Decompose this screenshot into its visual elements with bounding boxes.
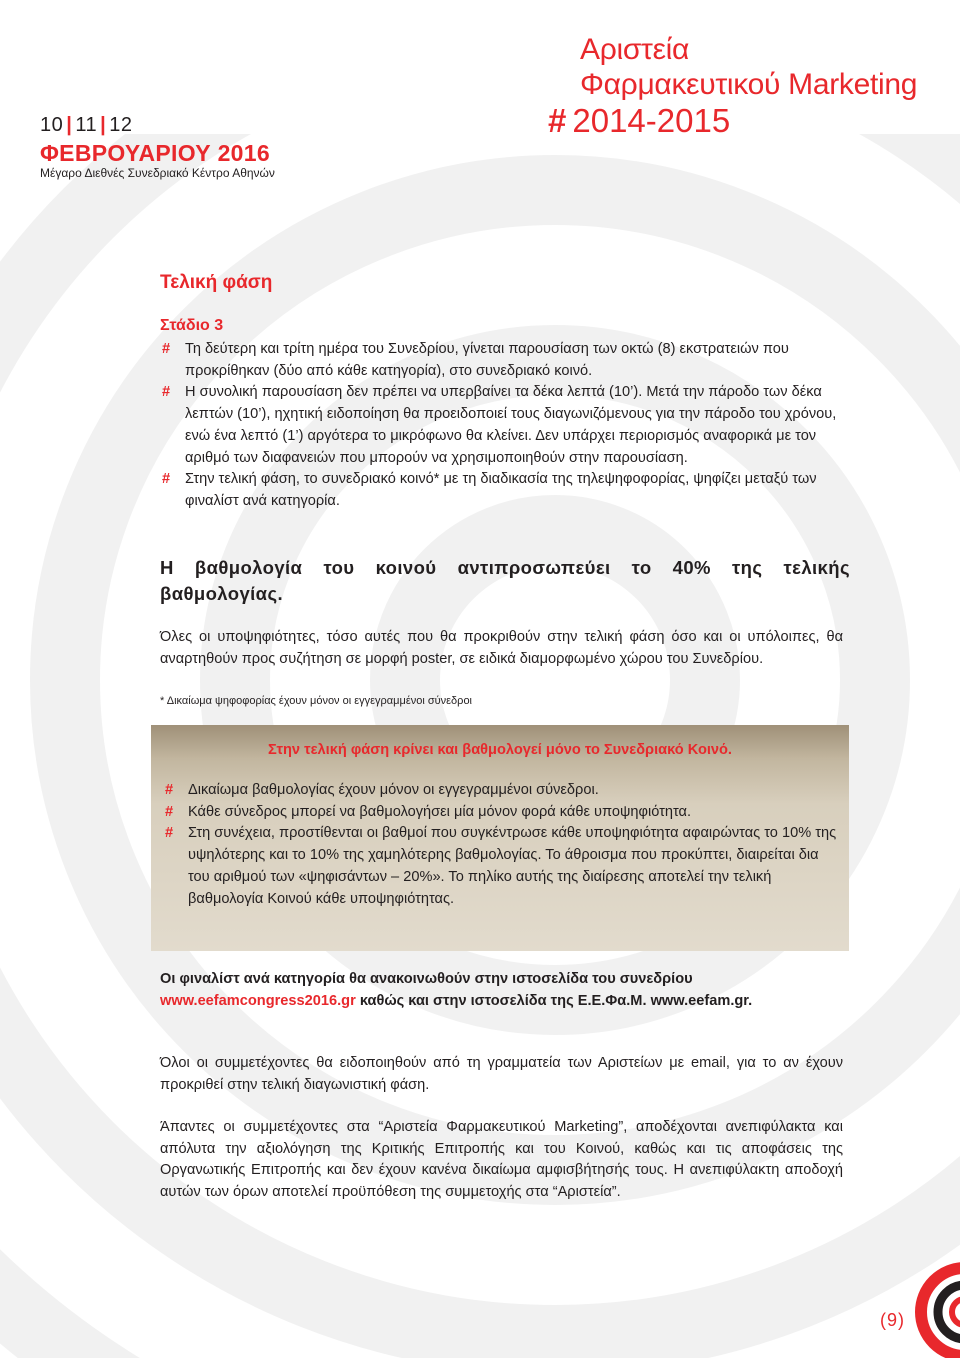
event-month: ΦΕΒΡΟΥΑΡΙΟΥ 2016: [40, 140, 270, 166]
date-day-3: 12: [109, 114, 133, 136]
bullet-hash: #: [165, 803, 174, 820]
event-dates: [40, 114, 132, 137]
announcement-text-1: Οι φιναλίστ ανά κατηγορία θα ανακοινωθούν στην ιστοσελίδα του συνεδρίου: [160, 971, 693, 987]
date-separator: |: [66, 114, 73, 136]
award-title-line-2: Φαρμακευτικού Marketing: [580, 68, 918, 101]
list-item: [160, 469, 840, 512]
stage-bullet-list: [160, 339, 840, 513]
acceptance-terms-paragraph: Άπαντες οι συμμετέχοντες στα “Αριστεία Φαρμακευτικού Marketing”, αποδέχονται ανεπιφύλακτα και απόλυτα την αξιολόγηση της Κριτικής Επιτροπής και του Κοινού, καθώς και τις αποφάσεις της Οργανωτικής Επιτροπής και δεν έχουν κανένα δικαίωμα αμφισβήτησής τους. Η ανεπιφύλακτη αποδοχή αυτών των όρων αποτελεί προϋπόθεση της συμμετοχής στα “Αριστεία”.: [160, 1119, 843, 1201]
list-item-text: Δικαίωμα βαθμολογίας έχουν μόνον οι εγγεγραμμένοι σύνεδροι.: [188, 782, 599, 798]
bullet-hash: #: [162, 384, 171, 401]
announcement-text-2: καθώς και στην ιστοσελίδα της Ε.Ε.Φα.Μ.: [355, 993, 651, 1009]
date-separator: |: [100, 114, 107, 136]
award-title-line-1: Αριστεία: [580, 33, 690, 66]
posters-paragraph: Όλες οι υποψηφιότητες, τόσο αυτές που θα προκριθούν στην τελική φάση όσο και οι υπόλοιπες, θα αναρτηθούν προς συζήτηση σε μορφή poster, σε ειδικά διαμορφωμένο χώρου του Συνεδρίου.: [160, 629, 843, 667]
stage-heading: Στάδιο 3: [160, 317, 224, 334]
date-day-1: 10: [40, 114, 64, 136]
spiral-logo-icon: [905, 1255, 960, 1358]
voting-footnote: * Δικαίωμα ψηφοφορίας έχουν μόνον οι εγγεγραμμένοι σύνεδροι: [160, 695, 473, 707]
finalists-announcement: [160, 968, 850, 1012]
audience-score-highlight: Η βαθμολογία του κοινού αντιπροσωπεύει το 40% της τελικής βαθμολογίας.: [160, 557, 850, 604]
list-item: [163, 823, 843, 910]
list-item-text: Στη συνέχεια, προστίθενται οι βαθμοί που συγκέντρωσε κάθε υποψηφιότητα αφαιρώντας το 10% της υψηλότερης και το 10% της χαμηλότερης βαθμολογίας. Το άθροισμα που προκύπτει, διαιρείται δια του αριθμού των «ψηφισάντων – 20%». Το πηλίκο αυτής της διαίρεσης αποτελεί την τελική βαθμολογία Κοινού κάθε υποψηφιότητας.: [188, 825, 837, 907]
event-venue: Μέγαρο Διεθνές Συνεδριακό Κέντρο Αθηνών: [40, 166, 275, 180]
list-item: [163, 780, 843, 802]
bullet-hash: #: [165, 825, 174, 842]
award-years-text: 2014-2015: [572, 102, 731, 139]
list-item: [160, 382, 840, 469]
bullet-hash: #: [165, 782, 174, 798]
page-number: (9): [880, 1310, 905, 1330]
bullet-hash: #: [162, 471, 171, 488]
congress-website-link[interactable]: www.eefamcongress2016.gr: [160, 993, 356, 1009]
award-title: [580, 32, 917, 102]
voting-box-title: Στην τελική φάση κρίνει και βαθμολογεί μόνο το Συνεδριακό Κοινό.: [268, 742, 732, 758]
list-item-text: Στην τελική φάση, το συνεδριακό κοινό* με τη διαδικασία της τηλεψηφοφορίας, ψηφίζει μεταξύ των φιναλίστ ανά κατηγορία.: [185, 471, 817, 509]
list-item: [160, 339, 840, 382]
final-phase-heading: Τελική φάση: [160, 272, 273, 293]
voting-rules-box: [151, 725, 849, 951]
list-item: [163, 802, 843, 824]
list-item-text: Η συνολική παρουσίαση δεν πρέπει να υπερβαίνει τα δέκα λεπτά (10’). Μετά την πάροδο των δέκα λεπτών (10’), ηχητική ειδοποίηση θα προειδοποιεί τους διαγωνιζόμενους για την πάροδο του χρόνου, ενώ ένα λεπτό (1’) αργότερα το μικρόφωνο θα κλείνει. Δεν υπάρχει περιορισμός αναφορικά με τον αριθμό των διαφανειών που μπορούν να χρησιμοποιηθούν στην παρουσίαση.: [185, 384, 837, 466]
date-day-2: 11: [75, 114, 98, 136]
bullet-hash: #: [162, 341, 171, 357]
email-notification-paragraph: Όλοι οι συμμετέχοντες θα ειδοποιηθούν από τη γραμματεία των Αριστείων με email, για το αν έχουν προκριθεί στην τελική διαγωνιστική φάση.: [160, 1055, 843, 1093]
list-item-text: Τη δεύτερη και τρίτη ημέρα του Συνεδρίου, γίνεται παρουσίαση των οκτώ (8) εκστρατειών που προκρίθηκαν (δύο από κάθε κατηγορία), στο συνεδριακό κοινό.: [185, 341, 789, 379]
list-item-text: Κάθε σύνεδρος μπορεί να βαθμολογήσει μία μόνον φορά κάθε υποψηφιότητα.: [188, 803, 692, 820]
hash-mark: #: [548, 102, 567, 139]
award-year: [548, 103, 730, 139]
voting-rules-list: [163, 780, 843, 910]
eefam-website-link[interactable]: www.eefam.gr.: [650, 993, 753, 1009]
